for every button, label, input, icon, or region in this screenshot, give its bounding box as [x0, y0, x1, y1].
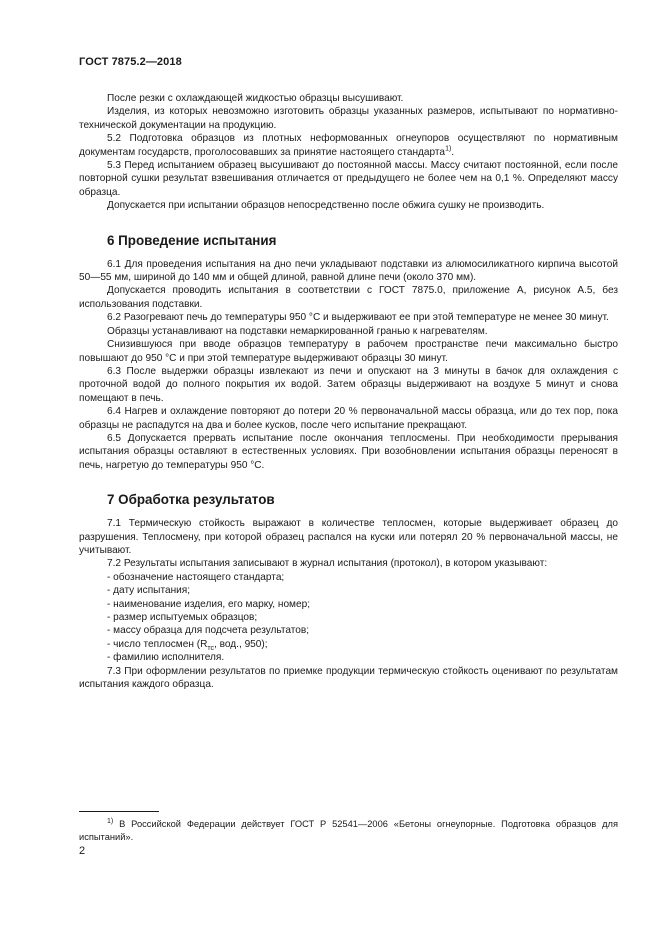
- list-item: - наименование изделия, его марку, номер;: [107, 598, 311, 610]
- footnote: [79, 818, 618, 843]
- paragraph-7-2: 7.2 Результаты испытания записывают в журнал испытания (протокол), в котором указывают:: [107, 558, 548, 570]
- subscript: тс: [207, 644, 215, 652]
- footnote-mark: 1): [107, 817, 114, 825]
- paragraph-end: .: [451, 146, 455, 158]
- list-item: - размер испытуемых образцов;: [107, 612, 258, 623]
- document-body: [79, 92, 618, 691]
- paragraph-6-2: 6.2 Разогревают печь до температуры 950 °С и выдерживают ее при этой температуре не менее 30 минут.: [107, 312, 609, 324]
- paragraph-6-4: 6.4 Нагрев и охлаждение повторяют до потери 20 % первоначальной массы образца, или до тех пор, пока образцы не распадутся на два и более кусков, после чего испытание прекращают.: [79, 406, 618, 431]
- paragraph-5-3: 5.3 Перед испытанием образец высушивают до постоянной массы. Массу считают постоянной, если после повторной сушки результат взвешивания отличается от предыдущего не более чем на 0,1 %. Определяют массу образца.: [79, 160, 618, 198]
- paragraph: После резки с охлаждающей жидкостью образцы высушивают.: [107, 93, 404, 104]
- section-7-title: 7 Обработка результатов: [107, 492, 275, 508]
- report-items-list: [79, 571, 618, 665]
- standard-code-header: ГОСТ 7875.2—2018: [79, 56, 182, 68]
- paragraph-text: 5.2 Подготовка образцов из плотных неформованных огнеупоров осуществляют по нормативным документам государств, проголосовавших за принятие настоящего стандарта: [79, 133, 618, 158]
- paragraph: Изделия, из которых невозможно изготовить образцы указанных размеров, испытывают по нормативно-технической документации на продукцию.: [79, 106, 618, 131]
- footnote-divider: [79, 811, 159, 812]
- footnote-text: В Российской Федерации действует ГОСТ Р 52541—2006 «Бетоны огнеупорные. Подготовка образцов для испытаний».: [79, 819, 618, 842]
- list-item-text: - число теплосмен (R: [107, 638, 208, 650]
- list-item: - дату испытания;: [107, 585, 191, 597]
- paragraph-6-5: 6.5 Допускается прервать испытание после окончания теплосмены. При необходимости прерывания испытания образцы оставляют в естественных условиях. При возобновлении испытания образцы переносят в печь, нагретую до температуры 950 °С.: [79, 432, 618, 471]
- list-item: [79, 638, 618, 651]
- page-number: 2: [79, 845, 86, 857]
- list-item: - массу образца для подсчета результатов;: [107, 625, 310, 637]
- footnote-reference: 1): [445, 145, 452, 153]
- paragraph-7-1: 7.1 Термическую стойкость выражают в количестве теплосмен, которые выдерживает образец до разрушения. Теплосмену, при которой образец распался на куски или потерял 20 % первоначальной массы, не учитывают.: [79, 518, 618, 556]
- paragraph: Образцы устанавливают на подставки немаркированной гранью к нагревателям.: [107, 325, 488, 337]
- paragraph: Снизившуюся при вводе образцов температуру в рабочем пространстве печи максимально быстро повышают до 950 °С и при этой температуре выдерживают образцы 30 минут.: [79, 339, 618, 364]
- paragraph-5-2: [79, 132, 618, 159]
- list-item: - обозначение настоящего стандарта;: [107, 571, 285, 583]
- list-item: - фамилию исполнителя.: [107, 652, 225, 664]
- paragraph: Допускается проводить испытания в соответствии с ГОСТ 7875.0, приложение А, рисунок А.5, без использования подставки.: [79, 285, 618, 310]
- paragraph-6-3: 6.3 После выдержки образцы извлекают из печи и опускают на 3 минуты в бачок для охлаждения с проточной водой до полного покрытия их водой. Затем образцы выдерживают на воздухе 5 минут и снова помещают в печь.: [79, 365, 618, 404]
- list-item-text: , вод., 950);: [214, 638, 268, 650]
- paragraph: Допускается при испытании образцов непосредственно после обжига сушку не производить.: [107, 200, 545, 212]
- paragraph-6-1: 6.1 Для проведения испытания на дно печи укладывают подставки из алюмосиликатного кирпича высотой 50—55 мм, шириной до 140 мм и общей длиной, равной длине печи (около 370 мм).: [79, 258, 618, 284]
- section-6-title: 6 Проведение испытания: [107, 232, 277, 248]
- paragraph-7-3: 7.3 При оформлении результатов по приемке продукции термическую стойкость оценивают по результатам испытания каждого образца.: [79, 665, 618, 691]
